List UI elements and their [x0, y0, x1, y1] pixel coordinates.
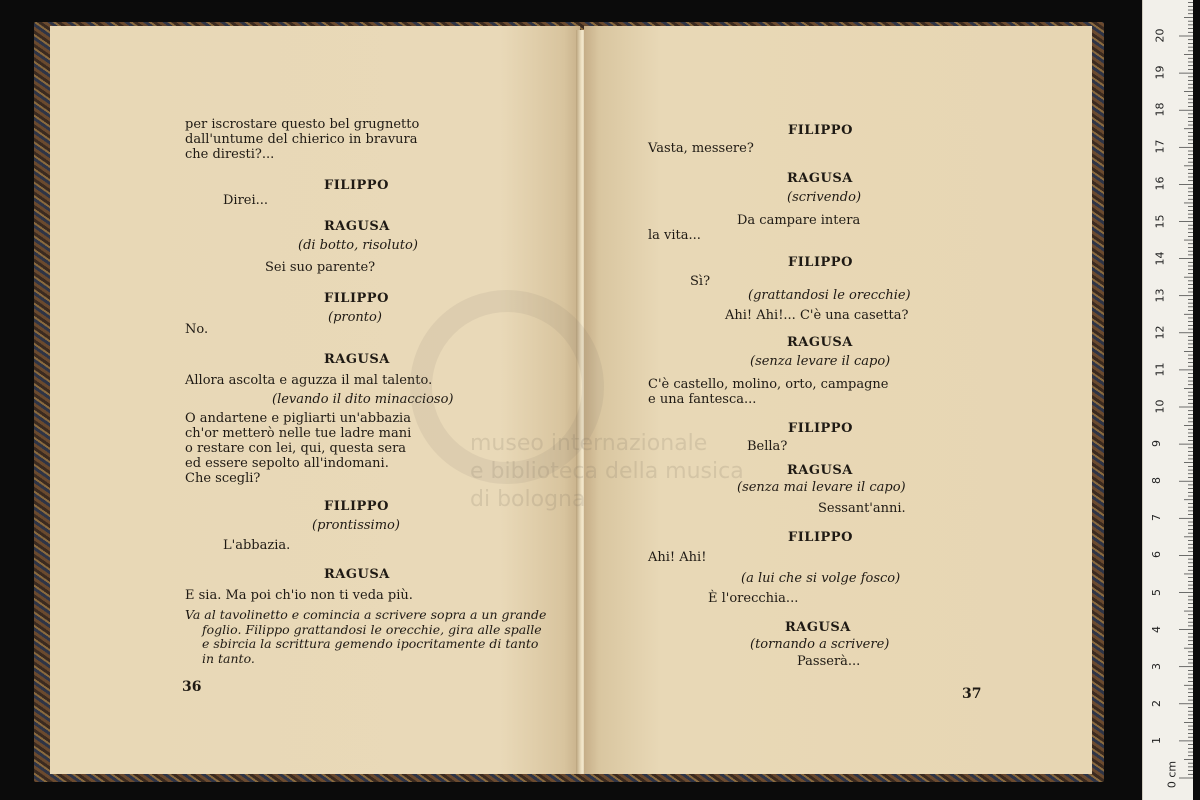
dialogue-line: Bella? [747, 439, 788, 454]
dialogue-line: e una fantesca... [648, 392, 757, 407]
ruler-number: 13 [1153, 288, 1167, 303]
stage-direction: (senza levare il capo) [750, 354, 891, 369]
speaker-name: FILIPPO [324, 291, 389, 306]
ruler-number: 11 [1153, 362, 1167, 377]
ruler-unit-label: 0 cm [1165, 760, 1179, 789]
measuring-ruler [1142, 0, 1193, 800]
ruler-number: 1 [1150, 736, 1163, 744]
opening-line: per iscrostare questo bel grugnetto [185, 117, 420, 132]
ruler-number: 14 [1153, 251, 1167, 266]
dialogue-line: Direi... [223, 193, 269, 208]
stage-direction: (tornando a scrivere) [750, 637, 890, 652]
speaker-name: RAGUSA [324, 352, 390, 367]
dialogue-line: Sessant'anni. [818, 501, 906, 516]
ruler-number: 15 [1153, 214, 1167, 228]
speaker-name: RAGUSA [324, 219, 390, 234]
dialogue-line: È l'orecchia... [708, 591, 799, 606]
opening-line: dall'untume del chierico in bravura [185, 132, 418, 147]
ruler-number: 16 [1153, 176, 1167, 191]
ruler-number: 3 [1150, 662, 1163, 670]
dialogue-line: Da campare intera [737, 213, 861, 228]
ruler-number: 20 [1153, 28, 1167, 43]
stage-direction: (levando il dito minaccioso) [272, 392, 454, 407]
right-page [584, 26, 1092, 774]
dialogue-line: la vita... [648, 228, 701, 243]
stage-direction: (senza mai levare il capo) [737, 480, 906, 495]
dialogue-line: Passerà... [797, 654, 861, 669]
ruler-number: 10 [1153, 399, 1167, 414]
ruler-number: 2 [1150, 699, 1163, 707]
ruler-number: 4 [1150, 625, 1163, 633]
speaker-name: RAGUSA [324, 567, 390, 582]
dialogue-line: Ahi! Ahi! [648, 550, 707, 565]
stage-direction: (prontissimo) [312, 518, 400, 533]
page-number: 36 [182, 679, 202, 695]
dialogue-line: ch'or metterò nelle tue ladre mani [185, 426, 412, 441]
stage-direction: (scrivendo) [787, 190, 862, 205]
left-page [50, 26, 580, 774]
dialogue-line: No. [185, 322, 209, 337]
dialogue-line: L'abbazia. [223, 538, 291, 553]
speaker-name: FILIPPO [324, 499, 389, 514]
stage-direction: (a lui che si volge fosco) [741, 571, 901, 586]
speaker-name: RAGUSA [787, 335, 853, 350]
speaker-name: FILIPPO [788, 123, 853, 138]
stage-direction-line: e sbircia la scrittura gemendo ipocritamente di tanto [202, 636, 539, 651]
dialogue-line: ed essere sepolto all'indomani. [185, 456, 389, 471]
dialogue-line: Sei suo parente? [265, 260, 376, 275]
stage-direction: (di botto, risoluto) [298, 238, 418, 253]
speaker-name: RAGUSA [785, 620, 851, 635]
dialogue-line: Allora ascolta e aguzza il mal talento. [185, 373, 433, 388]
opening-line: che diresti?... [185, 147, 275, 162]
ruler-number: 6 [1150, 551, 1163, 559]
dialogue-line: Ahi! Ahi!... C'è una casetta? [725, 308, 909, 323]
dialogue-line: o restare con lei, qui, questa sera [185, 441, 407, 456]
dialogue-line: Sì? [690, 274, 711, 289]
stage-direction-line: foglio. Filippo grattandosi le orecchie, gira alle spalle [202, 621, 542, 637]
speaker-name: FILIPPO [788, 530, 853, 545]
stage-direction-line: Va al tavolinetto e comincia a scrivere sopra a un grande [185, 607, 547, 622]
stage-direction: (pronto) [328, 310, 382, 325]
speaker-name: FILIPPO [324, 178, 389, 193]
ruler-number: 5 [1150, 588, 1163, 596]
dialogue-line: C'è castello, molino, orto, campagne [648, 377, 889, 392]
dialogue-line: E sia. Ma poi ch'io non ti veda più. [185, 588, 413, 603]
ruler-number: 19 [1153, 65, 1167, 80]
speaker-name: FILIPPO [788, 255, 853, 270]
ruler-ticks [1143, 0, 1193, 800]
ruler-number: 7 [1150, 514, 1163, 522]
dialogue-line: O andartene e pigliarti un'abbazia [185, 411, 411, 426]
dialogue-line: Vasta, messere? [648, 141, 754, 156]
ruler-number: 12 [1153, 325, 1167, 340]
ruler-number: 18 [1153, 102, 1167, 117]
speaker-name: RAGUSA [787, 463, 853, 478]
stage-direction-line: in tanto. [202, 650, 255, 666]
ruler-number: 9 [1150, 440, 1163, 448]
page-number: 37 [962, 686, 982, 702]
stage-direction: (grattandosi le orecchie) [748, 288, 911, 303]
ruler-number: 8 [1150, 477, 1163, 485]
speaker-name: FILIPPO [788, 421, 853, 436]
dialogue-line: Che scegli? [185, 471, 261, 486]
stage-direction-block [185, 607, 547, 666]
ruler-number: 17 [1153, 139, 1167, 154]
speaker-name: RAGUSA [787, 171, 853, 186]
